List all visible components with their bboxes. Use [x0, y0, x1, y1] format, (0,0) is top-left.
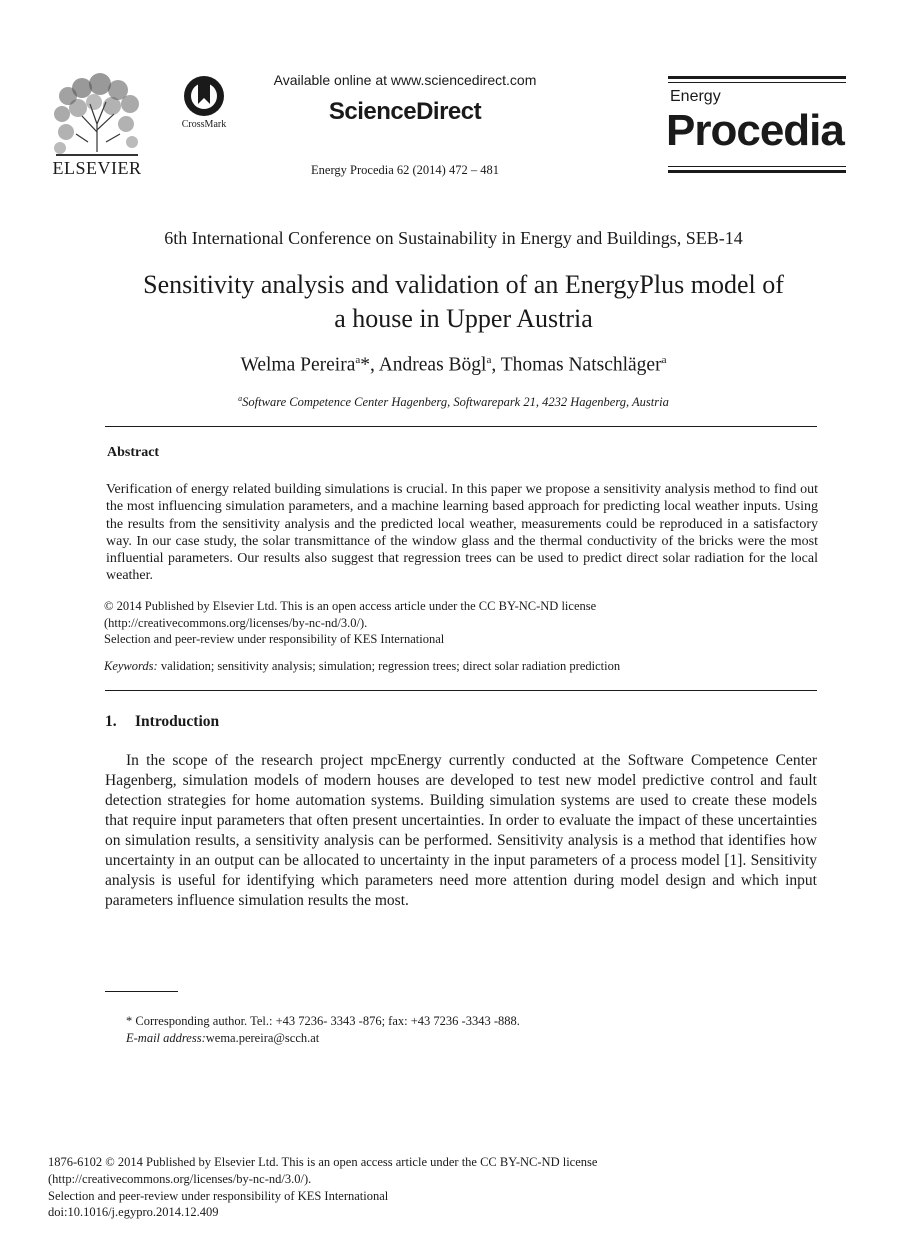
section-number: 1.	[105, 713, 117, 730]
author-affiliation-mark: a	[355, 354, 361, 366]
license-link[interactable]: (http://creativecommons.org/licenses/by-nc-nd/3.0/).	[104, 615, 368, 630]
keywords-text: validation; sensitivity analysis; simulation; regression trees; direct solar radiation prediction	[160, 659, 621, 673]
keywords-label: Keywords:	[104, 659, 158, 673]
crossmark-icon	[176, 74, 232, 118]
author-name: Welma Pereira	[240, 354, 356, 376]
author-list: Welma Pereira$^a$*, Andreas Bögl$^a$, Thomas Natschläger$^a$	[240, 354, 667, 376]
crossmark-label: CrossMark	[181, 119, 227, 130]
available-online-text: Available online at www.sciencedirect.com	[273, 72, 537, 88]
section-heading	[105, 713, 219, 731]
keywords	[104, 659, 818, 674]
abstract-rule-bottom	[105, 690, 817, 691]
affiliation-text: Software Competence Center Hagenberg, Softwarepark 21, 4232 Hagenberg, Austria	[242, 395, 669, 410]
footer-license-link[interactable]: (http://creativecommons.org/licenses/by-nc-nd/3.0/).	[48, 1171, 312, 1186]
elsevier-logo	[48, 72, 146, 180]
paper-title	[100, 268, 827, 336]
journal-reference: Energy Procedia 62 (2014) 472 – 481	[311, 163, 499, 177]
corresponding-author-footnote: * Corresponding author. Tel.: +43 7236- 3343 -876; fax: +43 7236 -3343 -888.	[126, 1014, 520, 1028]
doi[interactable]: doi:10.1016/j.egypro.2014.12.409	[48, 1205, 219, 1220]
footer-peer-review-line: Selection and peer-review under responsibility of KES International	[48, 1188, 389, 1203]
masthead-rule-bottom	[668, 170, 846, 173]
license-notice	[104, 598, 818, 648]
abstract-rule-top	[105, 426, 817, 427]
author-name: Thomas Natschläger	[500, 354, 662, 376]
crossmark-badge[interactable]	[176, 74, 232, 136]
introduction-paragraph: In the scope of the research project mpcEnergy currently conducted at the Software Competence Center Hagenberg, simulation models of modern houses are developed to test new model predictive control and fault detection strategies for home automation systems. Building simulation systems are used to create these models that require input parameters that often present uncertainties. In order to evaluate the impact of these uncertainties on simulation results, a sensitivity analysis can be performed. Sensitivity analysis is a method that identifies how uncertainty in an output can be allocated to uncertainty in the input parameters of a process model [1]. Sensitivity analysis is useful for identifying which parameters need more attention during model design and which input parameters influence simulation results the most.	[105, 752, 817, 909]
title-line-2: a house in Upper Austria	[334, 304, 593, 333]
title-line-1: Sensitivity analysis and validation of an EnergyPlus model of	[143, 270, 784, 299]
masthead-rule-top	[668, 76, 846, 79]
journal-name-procedia: Procedia	[666, 106, 844, 155]
abstract-heading: Abstract	[107, 445, 160, 460]
publisher-name: ELSEVIER	[52, 158, 142, 178]
email-footnote	[126, 1031, 319, 1046]
affiliation	[0, 394, 907, 410]
section-title: Introduction	[135, 713, 220, 730]
author-affiliation-mark: a	[486, 354, 492, 366]
conference-name: 6th International Conference on Sustainability in Energy and Buildings, SEB-14	[164, 228, 743, 248]
issn-copyright-line: 1876-6102 © 2014 Published by Elsevier Ltd. This is an open access article under the CC BY-NC-ND license	[48, 1155, 598, 1169]
peer-review-line: Selection and peer-review under responsibility of KES International	[104, 632, 445, 646]
sciencedirect-brand: ScienceDirect	[328, 98, 482, 125]
journal-name-energy: Energy	[670, 88, 721, 105]
license-line: © 2014 Published by Elsevier Ltd. This is an open access article under the CC BY-NC-ND license	[104, 599, 597, 613]
abstract-body: Verification of energy related building simulations is crucial. In this paper we propose a sensitivity analysis method to find out the most influencing simulation parameters, and a machine learning based approach for predicting local weather inputs. Using the results from the sensitivity analysis and the predicted local weather, measurements could be reproduced in a satisfactory way. In our case study, the solar transmittance of the window glass and the thermal conductivity of the bricks were the most influential parameters. Our results also suggest that regression trees can be used to predict direct solar radiation for the local weather.	[106, 482, 818, 584]
author-name: Andreas Bögl	[378, 354, 487, 376]
email-address[interactable]: wema.pereira@scch.at	[205, 1031, 320, 1045]
masthead-rule-bottom-thin	[668, 166, 846, 167]
corresponding-mark: *	[360, 354, 370, 376]
affiliation-mark: a	[238, 394, 243, 403]
author-affiliation-mark: a	[661, 354, 667, 366]
email-label: E-mail address:	[126, 1031, 206, 1045]
masthead-rule-top-thin	[668, 82, 846, 83]
copyright-footer	[48, 1154, 748, 1221]
footnote-rule	[105, 991, 178, 992]
